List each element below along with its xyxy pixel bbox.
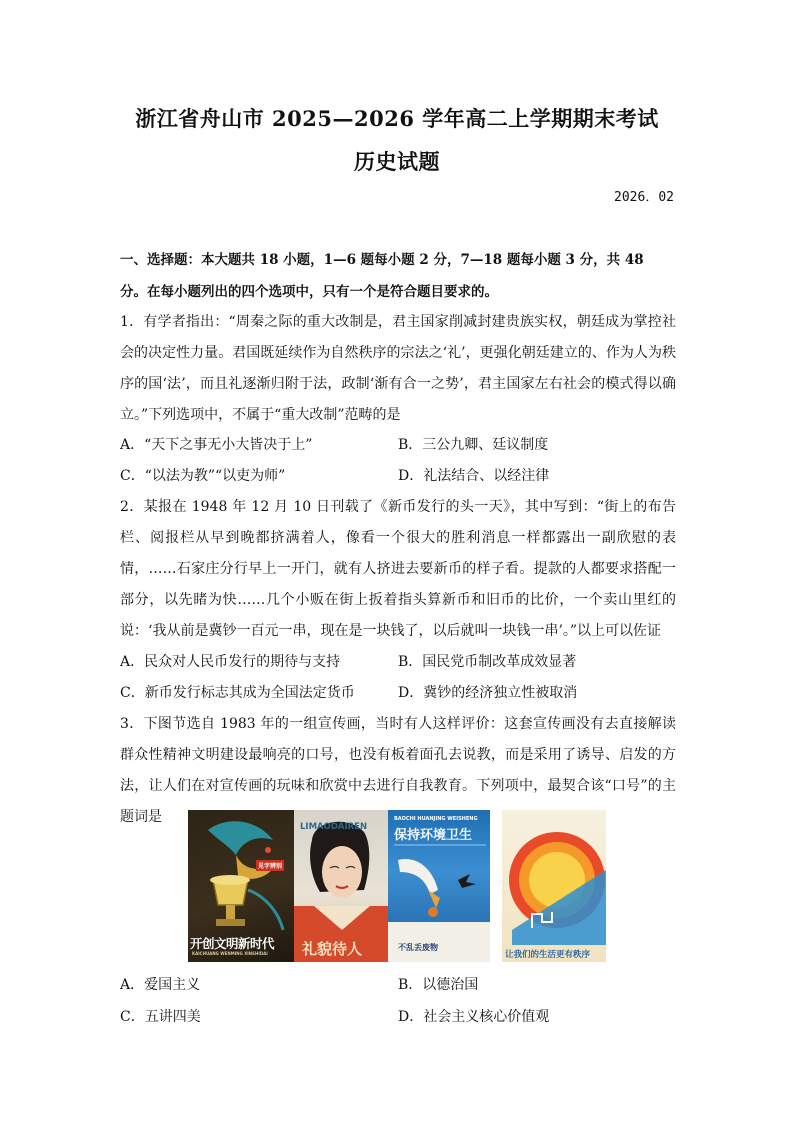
- poster-3-bottom-text: 不乱丢废物: [398, 943, 438, 952]
- question-3-option-b: B．以德治国: [398, 977, 479, 993]
- question-3-option-c: C．五讲四美: [120, 1009, 201, 1025]
- section-heading: 一、选择题：本大题共 18 小题，1—6 题每小题 2 分，7—18 题每小题 3 分，共 48 分。在每小题列出的四个选项中，只有一个是符合题目要求的。: [120, 252, 644, 300]
- exam-title: 浙江省舟山市 2025—2026 学年高二上学期期末考试: [135, 106, 659, 131]
- question-2-option-a: A．民众对人民币发行的期待与支持: [120, 654, 341, 670]
- poster-1-pinyin: KAICHUANG WENMING XINSHIDAI: [192, 951, 268, 956]
- exam-subtitle: 历史试题: [354, 149, 440, 174]
- poster-image-strip: [188, 810, 606, 962]
- question-1-option-a: A．“天下之事无小大皆决于上”: [120, 437, 313, 453]
- question-2-stem: 2．某报在 1948 年 12 月 10 日刊载了《新币发行的头一天》，其中写到：“街上的布告栏、阅报栏从早到晚都挤满着人，像看一个很大的胜利消息一样都露出一副欣慰的表情，……石家庄分行早上一开门，就有人挤进去要新币的样子看。提款的人都要求搭配一部分，以先睹为快……几个小贩在街上扳着指头算新币和旧币的比价，一个卖山里红的说：‘我从前是冀钞一百元一串，现在是一块钱了，以后就叫一块钱一串’。”以上可以佐证: [120, 499, 676, 639]
- question-2-option-b: B．国民党币制改革成效显著: [398, 654, 577, 670]
- question-2-option-d: D．冀钞的经济独立性被取消: [398, 685, 578, 701]
- poster-2-pinyin: LIMAODAIREN: [300, 822, 368, 832]
- poster-3-pinyin: BAOCHI HUANJING WEISHENG: [394, 816, 478, 822]
- poster-4-slogan: 让我们的生活更有秩序: [505, 950, 591, 960]
- question-3-option-d: D．社会主义核心价值观: [398, 1009, 550, 1025]
- poster-environment: [388, 810, 490, 962]
- poster-1-slogan: 开创文明新时代: [190, 936, 275, 951]
- question-1-option-d: D．礼法结合、以经注律: [398, 468, 550, 484]
- poster-3-slogan: 保持环境卫生: [394, 828, 473, 843]
- poster-orderly-life: [502, 810, 606, 962]
- question-1-option-b: B．三公九卿、廷议制度: [398, 437, 549, 453]
- question-3-stem: 3．下图节选自 1983 年的一组宣传画，当时有人这样评价：这套宣传画没有去直接解读群众性精神文明建设最响亮的口号，也没有板着面孔去说教，而是采用了诱导、启发的方法，让人们在对宣传画的玩味和欣赏中去进行自我教育。下列项中，最契合该“口号”的主题词是: [120, 716, 676, 825]
- poster-1-top-label: 见字辨别: [256, 860, 284, 871]
- exam-date: 2026．02: [614, 190, 674, 205]
- poster-concentric-circles-illustration: [502, 810, 606, 962]
- poster-civilization-era: [188, 810, 294, 962]
- poster-2-slogan: 礼貌待人: [302, 940, 363, 958]
- question-1-stem: 1．有学者指出：“周秦之际的重大改制是，君主国家削减封建贵族实权，朝廷成为掌控社会的决定性力量。君国既延续作为自然秩序的宗法之‘礼’，更强化朝廷建立的、作为人为秩序的国‘法’，而且礼逐渐归附于法，政制‘渐有合一之势’，君主国家左右社会的模式得以确立。”下列选项中，不属于“重大改制”范畴的是: [120, 314, 676, 423]
- question-1-option-c: C．“以法为教”“以吏为师”: [120, 468, 286, 484]
- poster-courtesy: [294, 810, 388, 962]
- question-2-option-c: C．新币发行标志其成为全国法定货币: [120, 685, 355, 701]
- question-3-option-a: A．爱国主义: [120, 977, 201, 993]
